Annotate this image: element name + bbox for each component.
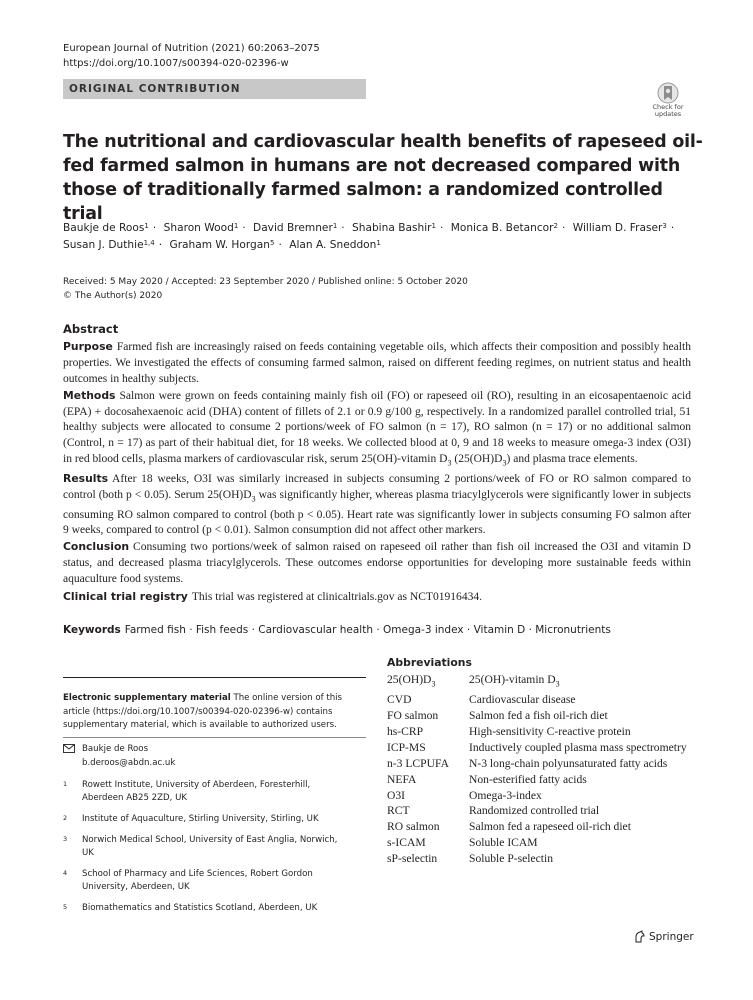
footnote-divider-thin bbox=[63, 737, 366, 738]
abbreviation-definition: Cardiovascular disease bbox=[469, 693, 576, 707]
abbreviation-term: RCT bbox=[387, 804, 410, 818]
abbreviation-row bbox=[387, 708, 687, 724]
journal-line: European Journal of Nutrition (2021) 60:2063–2075 bbox=[63, 43, 320, 54]
author-name: Sharon Wood bbox=[163, 222, 234, 234]
esm-link[interactable]: https://doi.org/10.1007/s00394-020-02396-w bbox=[96, 706, 290, 717]
check-for-updates-icon bbox=[657, 82, 679, 104]
abbreviation-term: ICP-MS bbox=[387, 740, 426, 754]
registry-text: This trial was registered at clinicaltrials.gov as NCT01916434. bbox=[191, 591, 483, 604]
section-label-bar bbox=[63, 79, 366, 99]
author-affiliation-number: 1,4 bbox=[143, 239, 155, 247]
abbreviations bbox=[387, 655, 707, 867]
results-text-a: After 18 weeks, O3I was similarly increased in subjects consuming 2 portions/week of FO or RO salmon compared to control (both p < 0.05). Serum 25(OH)D bbox=[63, 473, 691, 502]
author[interactable] bbox=[451, 222, 558, 234]
author-affiliation-number: 2 bbox=[553, 222, 558, 230]
keywords-text: Farmed fish · Fish feeds · Cardiovascular health · Omega-3 index · Vitamin D · Micronutrients bbox=[124, 624, 611, 636]
author-list bbox=[63, 220, 723, 254]
article-title: The nutritional and cardiovascular health benefits of rapeseed oil-fed farmed salmon in humans are not decreased compared with those of traditionally farmed salmon: a randomized controlled trial bbox=[63, 132, 703, 224]
abbreviation-definition: N-3 long-chain polyunsaturated fatty acids bbox=[469, 756, 668, 770]
author[interactable] bbox=[169, 239, 274, 251]
methods-text-c: ) and plasma trace elements. bbox=[506, 453, 638, 466]
affiliation bbox=[63, 834, 348, 860]
abstract-purpose bbox=[63, 339, 691, 388]
author-name: William D. Fraser bbox=[572, 222, 663, 234]
methods-label: Methods bbox=[63, 388, 116, 402]
affiliation bbox=[63, 813, 348, 826]
abbreviation-term: s-ICAM bbox=[387, 836, 426, 850]
abstract-heading: Abstract bbox=[63, 322, 119, 336]
author-separator: · bbox=[439, 222, 444, 234]
abbreviation-row bbox=[387, 756, 687, 772]
abbreviation-term: NEFA bbox=[387, 772, 417, 786]
methods-text-a: Salmon were grown on feeds containing mainly fish oil (FO) or rapeseed oil (RO), resulting in an eicosapentaenoic acid (EPA) + docosahexaenoic acid (DHA) content of fillets of 2.1 or 0.9 g/100 g, respectively. In a randomized parallel controlled trial, 51 healthy subjects were allocated to consume 2 portions/week of FO salmon (n = 17), RO salmon (n = 17) or no additional salmon (Control, n = 17) as part of their habitual diet, for 18 weeks. We collected blood at 0, 9 and 18 weeks to measure omega-3 index (O3I) in red blood cells, plasma markers of cardiovascular risk, serum 25(OH)-vitamin D bbox=[63, 389, 691, 466]
affiliation-number: 1 bbox=[63, 780, 68, 788]
author[interactable] bbox=[352, 222, 436, 234]
author-affiliation-number: 3 bbox=[662, 222, 667, 230]
esm-label: Electronic supplementary material bbox=[63, 693, 231, 703]
author-affiliation-number: 1 bbox=[233, 222, 239, 230]
abbreviation-definition: Salmon fed a fish oil-rich diet bbox=[469, 709, 608, 723]
abstract-conclusion bbox=[63, 539, 691, 588]
correspondence bbox=[63, 743, 175, 770]
esm-text-b: ) contains supplementary material, which is available to authorized users. bbox=[63, 706, 337, 730]
correspondence-email[interactable]: b.deroos@abdn.ac.uk bbox=[82, 757, 176, 768]
abstract-registry bbox=[63, 589, 691, 606]
author-affiliation-number: 5 bbox=[269, 239, 275, 247]
badge-line-1: Check for bbox=[652, 103, 684, 111]
author[interactable] bbox=[289, 239, 381, 251]
author-separator: · bbox=[152, 222, 157, 234]
author-name: Alan A. Sneddon bbox=[289, 239, 377, 251]
author[interactable] bbox=[573, 222, 667, 234]
abstract bbox=[63, 322, 691, 606]
abbreviation-row bbox=[387, 851, 687, 867]
abbreviations-heading: Abbreviations bbox=[387, 656, 472, 669]
abbreviation-row bbox=[387, 672, 687, 692]
abbreviation-term: sP-selectin bbox=[387, 852, 438, 866]
author-separator: · bbox=[561, 222, 566, 234]
author-name: Susan J. Duthie bbox=[63, 239, 144, 251]
affiliation-text: Biomathematics and Statistics Scotland, Aberdeen, UK bbox=[82, 903, 318, 913]
registry-label: Clinical trial registry bbox=[63, 590, 188, 604]
abbreviation-row bbox=[387, 803, 687, 819]
copyright: © The Author(s) 2020 bbox=[63, 291, 163, 301]
author[interactable] bbox=[63, 222, 149, 234]
check-for-updates-badge[interactable] bbox=[648, 82, 688, 122]
author-name: Baukje de Roos bbox=[63, 222, 145, 234]
results-label: Results bbox=[63, 472, 109, 486]
affiliation-number: 5 bbox=[63, 903, 68, 911]
author-separator: · bbox=[158, 239, 163, 251]
badge-line-2: updates bbox=[654, 110, 682, 118]
abbreviation-row bbox=[387, 724, 687, 740]
abbreviation-definition: High-sensitivity C-reactive protein bbox=[469, 724, 631, 738]
affiliation-number: 3 bbox=[63, 835, 68, 843]
results-sub: 3 bbox=[251, 494, 256, 504]
author-affiliation-number: 1 bbox=[144, 222, 149, 230]
abstract-methods bbox=[63, 388, 691, 472]
journal-citation bbox=[63, 41, 320, 71]
affiliation-number: 2 bbox=[63, 814, 68, 822]
abbreviation-term: hs-CRP bbox=[387, 724, 424, 738]
supplementary-material-note bbox=[63, 692, 348, 733]
doi-line[interactable]: https://doi.org/10.1007/s00394-020-02396-w bbox=[63, 58, 289, 69]
abbreviation-definition: Inductively coupled plasma mass spectrometry bbox=[469, 740, 687, 754]
keywords-label: Keywords bbox=[63, 624, 121, 636]
abbreviations-table bbox=[387, 672, 687, 867]
affiliation-text: Norwich Medical School, University of East Anglia, Norwich, UK bbox=[82, 835, 338, 858]
abbreviation-row bbox=[387, 835, 687, 851]
keywords bbox=[63, 624, 611, 636]
author-name: Monica B. Betancor bbox=[450, 222, 554, 234]
affiliation bbox=[63, 902, 348, 915]
abbreviation-term: n-3 LCPUFA bbox=[387, 756, 449, 770]
affiliation-text: Institute of Aquaculture, Stirling University, Stirling, UK bbox=[82, 814, 319, 824]
abstract-results bbox=[63, 471, 691, 539]
author-separator: · bbox=[242, 222, 246, 234]
affiliation-text: Rowett Institute, University of Aberdeen, Foresterhill, Aberdeen AB25 2ZD, UK bbox=[82, 780, 311, 803]
publisher-logo bbox=[633, 930, 694, 943]
author-affiliation-number: 1 bbox=[376, 239, 381, 247]
methods-sub-2: 3 bbox=[502, 458, 507, 468]
author[interactable] bbox=[164, 222, 239, 234]
author-affiliation-number: 1 bbox=[332, 222, 338, 230]
purpose-label: Purpose bbox=[63, 339, 113, 353]
section-label: ORIGINAL CONTRIBUTION bbox=[69, 83, 241, 95]
author-name: David Bremner bbox=[253, 222, 333, 234]
conclusion-label: Conclusion bbox=[63, 540, 130, 554]
abbreviation-term: RO salmon bbox=[387, 820, 440, 834]
footnote-divider bbox=[63, 677, 366, 678]
author-affiliation-number: 1 bbox=[431, 222, 436, 230]
author[interactable] bbox=[63, 239, 155, 251]
abbreviation-row bbox=[387, 740, 687, 756]
author-separator: · bbox=[341, 222, 345, 234]
conclusion-text: Consuming two portions/week of salmon raised on rapeseed oil rather than fish oil increased the O3I and vitamin D status, and decreased plasma triacylglycerols. These outcomes endorse opportunities for developing more sustainable feeds within aquaculture food systems. bbox=[63, 541, 691, 586]
publisher-name: Springer bbox=[649, 931, 694, 943]
abbreviation-term: O3I bbox=[387, 788, 406, 802]
author-separator: · bbox=[278, 239, 282, 251]
methods-sub-1: 3 bbox=[447, 458, 452, 468]
abbreviation-row bbox=[387, 692, 687, 708]
methods-text-b: (25(OH)D bbox=[451, 453, 503, 466]
affiliation-text: School of Pharmacy and Life Sciences, Robert Gordon University, Aberdeen, UK bbox=[82, 869, 313, 892]
esm-text-a: The online version of this article ( bbox=[63, 693, 343, 717]
abbreviation-term: CVD bbox=[387, 693, 412, 707]
abbreviation-term: FO salmon bbox=[387, 709, 439, 723]
results-text-b: was significantly higher, whereas plasma triacylglycerols were significantly lower in subjects consuming RO salmon compared to control (both p < 0.05). Heart rate was significantly lower in subjects consuming FO salmon after 9 weeks, compared to control (p < 0.01). Salmon consumption did not affect other markers. bbox=[63, 489, 691, 537]
affiliation-number: 4 bbox=[63, 869, 68, 877]
affiliations bbox=[63, 779, 348, 923]
date-history: Received: 5 May 2020 / Accepted: 23 September 2020 / Published online: 5 October 2020 bbox=[63, 277, 468, 287]
author-name: Shabina Bashir bbox=[352, 222, 432, 234]
abbreviation-definition: Randomized controlled trial bbox=[469, 804, 600, 818]
abbreviation-definition: 25(OH)-vitamin $D_3$ bbox=[469, 672, 560, 689]
abbreviation-definition: Soluble P-selectin bbox=[469, 852, 554, 866]
author-separator: · bbox=[670, 222, 675, 234]
springer-horse-icon bbox=[633, 930, 646, 943]
affiliation bbox=[63, 779, 348, 805]
correspondence-name: Baukje de Roos bbox=[82, 744, 149, 754]
affiliation bbox=[63, 868, 348, 894]
abbreviation-row bbox=[387, 819, 687, 835]
envelope-icon bbox=[63, 744, 75, 753]
abbreviation-row bbox=[387, 772, 687, 788]
publication-dates bbox=[63, 275, 468, 303]
author-name: Graham W. Horgan bbox=[169, 239, 270, 251]
abbreviation-row bbox=[387, 788, 687, 804]
abbreviation-definition: Non-esterified fatty acids bbox=[469, 772, 587, 786]
author[interactable] bbox=[253, 222, 337, 234]
abbreviation-definition: Soluble ICAM bbox=[469, 836, 538, 850]
abbreviation-definition: Omega-3-index bbox=[469, 788, 542, 802]
abbreviation-term: $25(OH)D_3$ bbox=[387, 672, 436, 689]
purpose-text: Farmed fish are increasingly raised on feeds containing vegetable oils, which affects their composition and possibly health properties. We investigated the effects of consuming farmed salmon, raised on different feeding regimes, on nutrient status and health outcomes in healthy subjects. bbox=[63, 340, 691, 385]
abbreviation-definition: Salmon fed a rapeseed oil-rich diet bbox=[469, 820, 631, 834]
